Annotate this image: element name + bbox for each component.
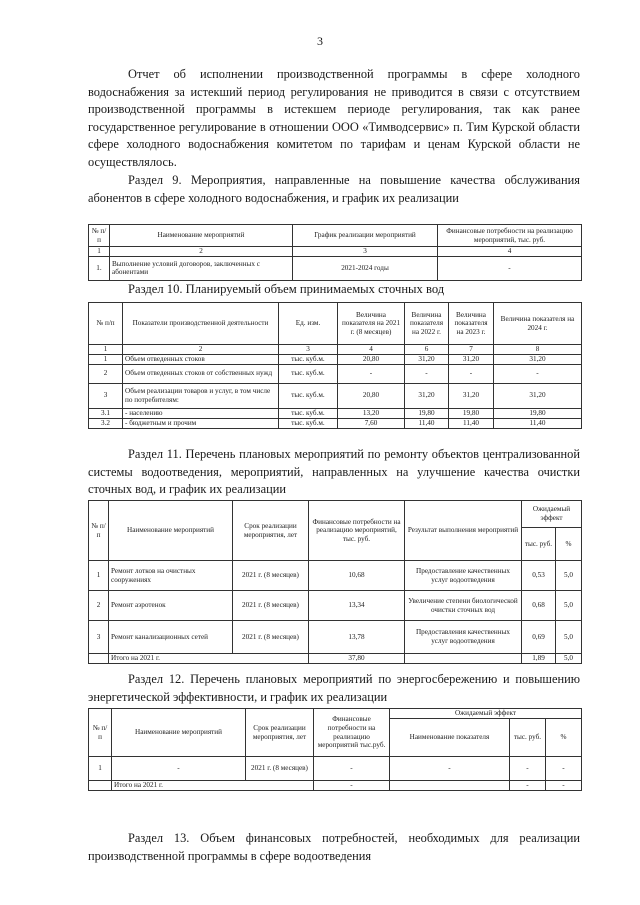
- s9-header-finance: Финансовые потребности на реализацию мероприятий, тыс. руб.: [438, 225, 582, 247]
- section12-table: № п/ п Наименование мероприятий Срок реализации мероприятия, лет Финансовые потребности на реализацию мероприятий тыс.руб. Ожидаемый эффект Наименование показателя тыс. руб. % 1 - 2021 г. (8 месяцев) - - - - Итого на 2021 г. - - -: [88, 708, 582, 791]
- table-row: 3.1 - населению тыс. куб.м. 13,20 19,80 19,80 19,80: [89, 408, 582, 418]
- table-row: 1 Ремонт лотков на очистных сооружениях 2021 г. (8 месяцев) 10,68 Предоставление качественных услуг водоотведения 0,53 5,0: [89, 561, 582, 591]
- section13-title: Раздел 13. Объем финансовых потребностей, необходимых для реализации производственной программы в сфере водоотведения: [88, 831, 580, 863]
- table-row: 2 Объем отведенных стоков от собственных нужд тыс. куб.м. - - - -: [89, 364, 582, 383]
- table-row: 2 Ремонт аэротенок 2021 г. (8 месяцев) 13,34 Увеличение степени биологической очистки сточных вод 0,68 5,0: [89, 591, 582, 621]
- table-row: 3.2 - бюджетным и прочим тыс. куб.м. 7,60 11,40 11,40 11,40: [89, 418, 582, 428]
- section9-title: Раздел 9. Мероприятия, направленные на повышение качества обслуживания абонентов в сфере холодного водоснабжения, и график их реализации: [88, 173, 580, 205]
- s9-header-num: № п/п: [89, 225, 110, 247]
- table-row: Итого на 2021 г. - - -: [89, 781, 582, 791]
- section11-table: № п/ п Наименование мероприятий Срок реализации мероприятия, лет Финансовые потребности на реализацию мероприятий, тыс. руб. Результат выполнения мероприятий Ожидаемый эффект тыс. руб. % 1 Ремонт лотков на очистных сооружениях 2021 г. (8 месяцев) 10,68 Предоставление качественных услуг водоотведения 0,53 5,0 2 Ремонт аэротенок 2021 г. (8 месяцев) 13,34 Увеличение степени биологической очистки сточных вод 0,68 5,0 3 Ремонт канализационных сетей 2021 г. (8 месяцев) 13,78 Предоставления качественных услуг водоотведения 0,69 5,0 Итого на 2021 г. 37,80 1,89 5,0: [88, 500, 582, 664]
- section10-title: Раздел 10. Планируемый объем принимаемых сточных вод: [128, 282, 445, 296]
- section11-title: Раздел 11. Перечень плановых мероприятий по ремонту объектов централизованной системы водоотведения, мероприятий, направленных на улучшение качества очистки сточных вод, и график их реализации: [88, 447, 580, 497]
- table-row: 3 Ремонт канализационных сетей 2021 г. (8 месяцев) 13,78 Предоставления качественных услуг водоотведения 0,69 5,0: [89, 621, 582, 654]
- table-row: Итого на 2021 г. 37,80 1,89 5,0: [89, 654, 582, 664]
- table-row: 1 Объем отведенных стоков тыс. куб.м. 20,80 31,20 31,20 31,20: [89, 354, 582, 364]
- section9-table: № п/п Наименование мероприятий График реализации мероприятий Финансовые потребности на реализацию мероприятий, тыс. руб. 1 2 3 4 1. Выполнение условий договоров, заключенных с абонентами 2021-2024 годы -: [88, 224, 582, 281]
- section12-title: Раздел 12. Перечень плановых мероприятий по энергосбережению и повышению энергетической эффективности, и график их реализации: [88, 672, 580, 704]
- s9-header-schedule: График реализации мероприятий: [293, 225, 438, 247]
- table-row: 1. Выполнение условий договоров, заключенных с абонентами 2021-2024 годы -: [89, 256, 582, 280]
- section10-table: № п/п Показатели производственной деятельности Ед. изм. Величина показателя на 2021 г. (8 месяцев) Величина показателя на 2022 г. Величина показателя на 2023 г. Величина показателя на 2024 г. 1 2 3 4 6 7 8 1 Объем отведенных стоков тыс. куб.м. 20,80 31,20 31,20 31,20 2 Объем отведенных стоков от собственных нужд тыс. куб.м. - - - - 3 Объем реализации товаров и услуг, в том числе по потребителям: тыс. куб.м. 20,80 31,20 31,20 31,20 3.1 - населению тыс. куб.м. 13,20 19,80 19,80 19,80 3.2 - бюджетным и прочим тыс. куб.м. 7,60 11,40 11,40 11,40: [88, 302, 582, 429]
- s9-header-measure: Наименование мероприятий: [110, 225, 293, 247]
- page-number: 3: [317, 34, 323, 48]
- table-row: 3 Объем реализации товаров и услуг, в том числе по потребителям: тыс. куб.м. 20,80 31,20 31,20 31,20: [89, 383, 582, 408]
- table-row: 1 - 2021 г. (8 месяцев) - - - -: [89, 757, 582, 781]
- report-paragraph: Отчет об исполнении производственной программы в сфере холодного водоснабжения за истекший период регулирования не приводится в связи с отсутствием производственной программы в истекшем периоде регулирования, так как ранее государственное регулирование в отношении ООО «Тимводсервис» п. Тим Курской области сфере холодного водоснабжения комитетом по тарифам и ценам Курской области не осуществлялось.: [88, 67, 580, 169]
